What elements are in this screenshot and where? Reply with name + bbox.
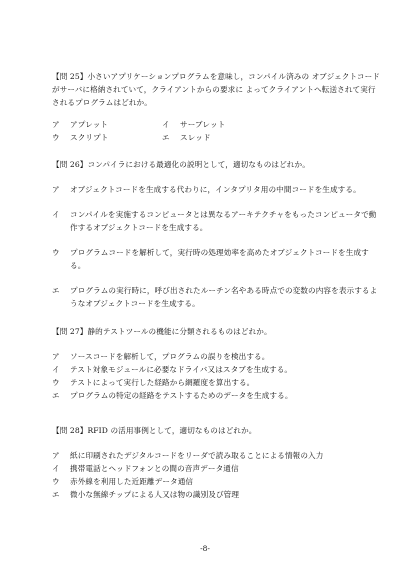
question-25 (52, 70, 382, 144)
question-25-options (52, 118, 382, 144)
option-text: オブジェクトコードを生成する代わりに，インタプリタ用の中間コードを生成する。 (70, 185, 361, 194)
option-text: 赤外線を利用した近距離データ通信 (70, 477, 194, 486)
option-text: プログラムの特定の経路をテストするためのデータを生成する。 (70, 391, 293, 400)
option-i (52, 208, 382, 234)
question-27 (52, 325, 382, 402)
option-text: プログラムの実行時に，呼び出されたルーチン名やある時点での変数の内容を表示するようなオブジェクトコードを生成する。 (70, 286, 378, 308)
question-25-text: 【問 25】小さいアプリケーションプログラムを意味し，コンパイル済みの オブジェクトコードがサーバに格納されていて，クライアントからの要求に よってクライアントへ転送されて実行されるプログラムはどれか。 (52, 72, 380, 107)
option-text: プログラムコードを解析して，実行時の処理効率を高めたオブジェクトコードを生成する。 (70, 248, 369, 270)
option-u (52, 246, 382, 272)
option-mark: ア (52, 352, 60, 361)
option-text: 微小な無線チップによる人又は物の識別及び管理 (70, 490, 240, 499)
option-e (162, 131, 322, 144)
option-e (52, 488, 382, 501)
option-u (52, 376, 382, 389)
option-a (52, 449, 382, 462)
option-i (52, 363, 382, 376)
option-mark: イ (162, 120, 170, 129)
option-mark: ウ (52, 477, 60, 486)
option-text: テスト対象モジュールに必要なドライバ又はスタブを生成する。 (70, 365, 293, 374)
question-28 (52, 424, 382, 501)
option-u (52, 475, 382, 488)
option-mark: イ (52, 464, 60, 473)
option-mark: エ (52, 391, 60, 400)
option-text: テストによって実行した経路から網羅度を算出する。 (70, 378, 255, 387)
page-number: -8- (200, 544, 210, 553)
question-28-text: 【問 28】RFID の活用事例として，適切なものはどれか。 (52, 426, 257, 435)
option-u (52, 131, 162, 144)
question-26 (52, 158, 382, 310)
option-mark: イ (52, 210, 60, 219)
option-e (52, 284, 382, 310)
question-27-text: 【問 27】静的テストツールの機能に分類されるものはどれか。 (52, 327, 272, 336)
option-a (52, 350, 382, 363)
option-mark: エ (52, 286, 60, 295)
option-text: スクリプト (70, 133, 109, 142)
option-text: ソースコードを解析して，プログラムの誤りを検出する。 (70, 352, 270, 361)
option-mark: ウ (52, 133, 60, 142)
option-text: サーブレット (180, 120, 226, 129)
option-mark: ア (52, 451, 60, 460)
option-mark: ア (52, 185, 60, 194)
option-text: スレッド (180, 133, 211, 142)
option-mark: ア (52, 120, 60, 129)
option-mark: ウ (52, 248, 60, 257)
question-27-options (52, 350, 382, 402)
option-mark: エ (162, 133, 170, 142)
option-a (52, 183, 382, 196)
option-text: 携帯電話とヘッドフォンとの間の音声データ通信 (70, 464, 239, 473)
option-mark: エ (52, 490, 60, 499)
option-mark: イ (52, 365, 60, 374)
option-text: 紙に印刷されたデジタルコードをリーダで読み取ることによる情報の入力 (70, 451, 324, 460)
option-a (52, 118, 162, 131)
option-i (162, 118, 322, 131)
option-i (52, 462, 382, 475)
option-e (52, 389, 382, 402)
question-26-text: 【問 26】コンパイラにおける最適化の説明として，適切なものはどれか。 (52, 160, 310, 169)
question-28-options (52, 449, 382, 501)
option-text: アプレット (70, 120, 109, 129)
option-mark: ウ (52, 378, 60, 387)
option-text: コンパイルを実施するコンピュータとは異なるアーキテクチャをもったコンピュータで動作するオブジェクトコードを生成する。 (70, 210, 377, 232)
